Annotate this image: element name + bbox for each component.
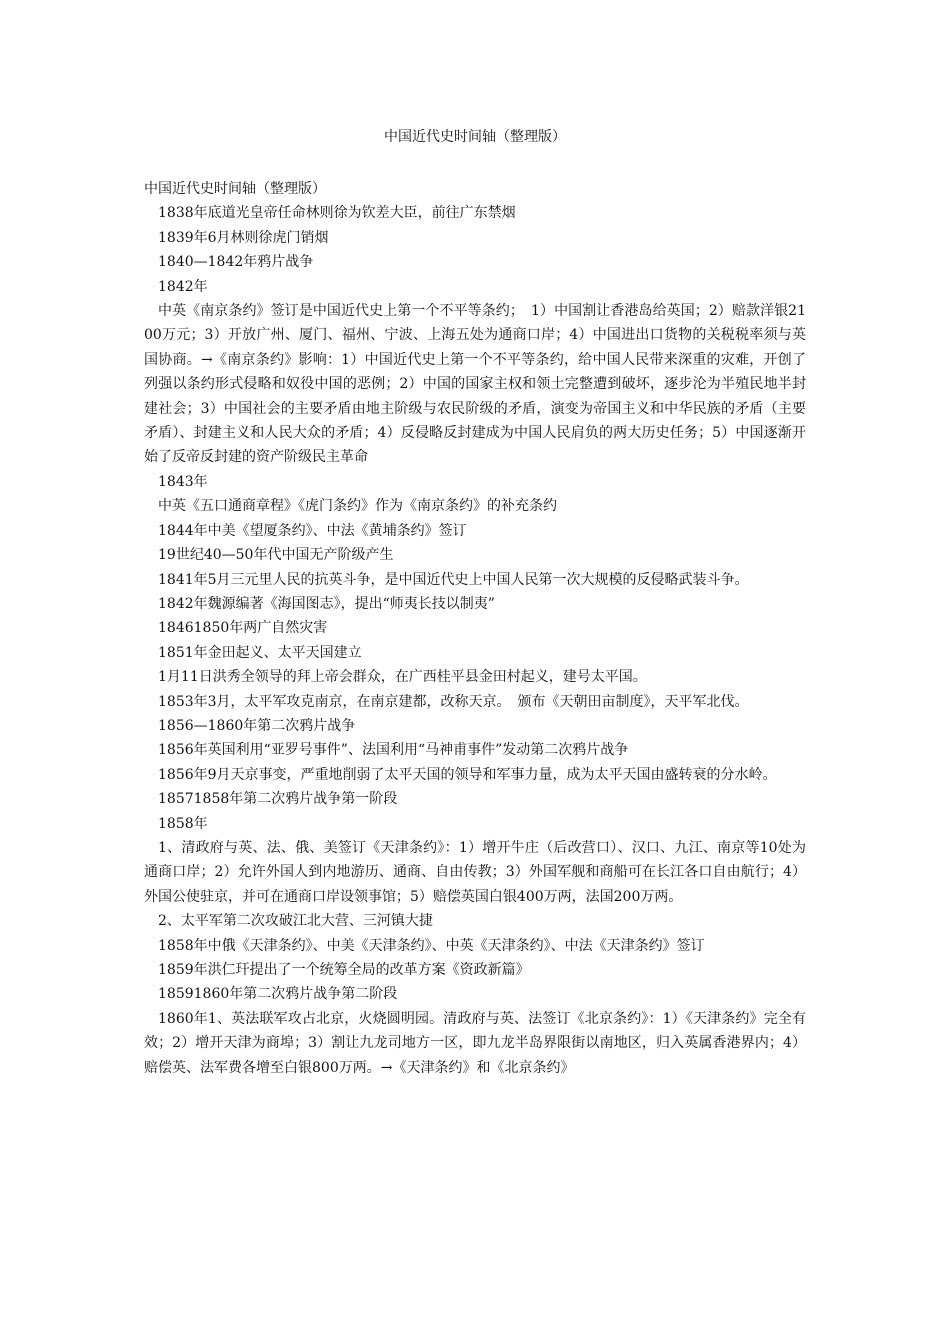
paragraph: 1841年5月三元里人民的抗英斗争，是中国近代史上中国人民第一次大规模的反侵略武装斗争。	[158, 571, 749, 588]
paragraph: 1843年	[158, 473, 208, 490]
paragraph: 1853年3月，太平军攻克南京，在南京建都，改称天京。 颁布《天朝田亩制度》，天平军北伐。	[158, 693, 749, 710]
paragraph: 1842年	[158, 278, 208, 295]
paragraph: 1月11日洪秀全领导的拜上帝会群众，在广西桂平县金田村起义，建号太平国。	[158, 669, 647, 686]
paragraph: 1842年魏源编著《海国图志》，提出“师夷长技以制夷”	[158, 595, 495, 612]
paragraph: 中英《五口通商章程》《虎门条约》作为《南京条约》的补充条约	[158, 498, 557, 515]
paragraph: 1、清政府与英、法、俄、美签订《天津条约》：1）增开牛庄（后改营口）、汉口、九江、南京等10处为通商口岸；2）允许外国人到内地游历、通商、自由传教；3）外国军舰和商船可在长江各口自由航行；4）外国公使驻京，并可在通商口岸设领事馆；5）赔偿英国白银400万两，法国200万两。	[144, 839, 806, 905]
paragraph: 18461850年两广自然灾害	[158, 620, 328, 637]
paragraph: 18591860年第二次鸦片战争第二阶段	[158, 986, 398, 1003]
document-title: 中国近代史时间轴（整理版）	[384, 129, 566, 145]
paragraph: 1858年	[158, 815, 208, 832]
paragraph: 中英《南京条约》签订是中国近代史上第一个不平等条约； 1）中国割让香港岛给英国；2）赔款洋银2100万元；3）开放广州、厦门、福州、宁波、上海五处为通商口岸；4）中国进出口货物的关税税率须与英国协商。→《南京条约》影响：1）中国近代史上第一个不平等条约，给中国人民带来深重的灾难，开创了列强以条约形式侵略和奴役中国的恶例；2）中国的国家主权和领土完整遭到破坏，逐步沦为半殖民地半封建社会；3）中国社会的主要矛盾由地主阶级与农民阶级的矛盾，演变为帝国主义和中华民族的矛盾（主要矛盾）、封建主义和人民大众的矛盾；4）反侵略反封建成为中国人民肩负的两大历史任务；5）中国逐渐开始了反帝反封建的资产阶级民主革命	[144, 303, 806, 466]
document-body	[144, 177, 806, 1080]
paragraph: 1839年6月林则徐虎门销烟	[158, 229, 329, 246]
paragraph: 1856—1860年第二次鸦片战争	[158, 717, 356, 734]
paragraph: 1856年英国利用“亚罗号事件”、法国利用“马神甫事件”发动第二次鸦片战争	[158, 742, 629, 759]
paragraph: 2、太平军第二次攻破江北大营、三河镇大捷	[158, 913, 433, 930]
paragraph-heading: 中国近代史时间轴（整理版）	[144, 181, 326, 197]
paragraph: 1838年底道光皇帝任命林则徐为钦差大臣，前往广东禁烟	[158, 205, 516, 222]
paragraph: 1856年9月天京事变，严重地削弱了太平天国的领导和军事力量，成为太平天国由盛转衰的分水岭。	[158, 766, 777, 783]
paragraph: 1859年洪仁玕提出了一个统筹全局的改革方案《资政新篇》	[158, 962, 530, 978]
paragraph: 1851年金田起义、太平天国建立	[158, 644, 362, 661]
paragraph: 1840—1842年鸦片战争	[158, 254, 314, 271]
paragraph: 19世纪40—50年代中国无产阶级产生	[158, 547, 394, 564]
paragraph: 1844年中美《望厦条约》、中法《黄埔条约》签订	[158, 522, 467, 539]
paragraph: 1860年1、英法联军攻占北京，火烧圆明园。清政府与英、法签订《北京条约》：1）《天津条约》完全有效；2）增开天津为商埠；3）割让九龙司地方一区，即九龙半岛界限街以南地区，归入英属香港界内；4）赔偿英、法军费各增至白银800万两。→《天津条约》和《北京条约》	[144, 1010, 806, 1076]
paragraph: 18571858年第二次鸦片战争第一阶段	[158, 791, 398, 808]
paragraph: 1858年中俄《天津条约》、中美《天津条约》、中英《天津条约》、中法《天津条约》签订	[158, 937, 705, 954]
